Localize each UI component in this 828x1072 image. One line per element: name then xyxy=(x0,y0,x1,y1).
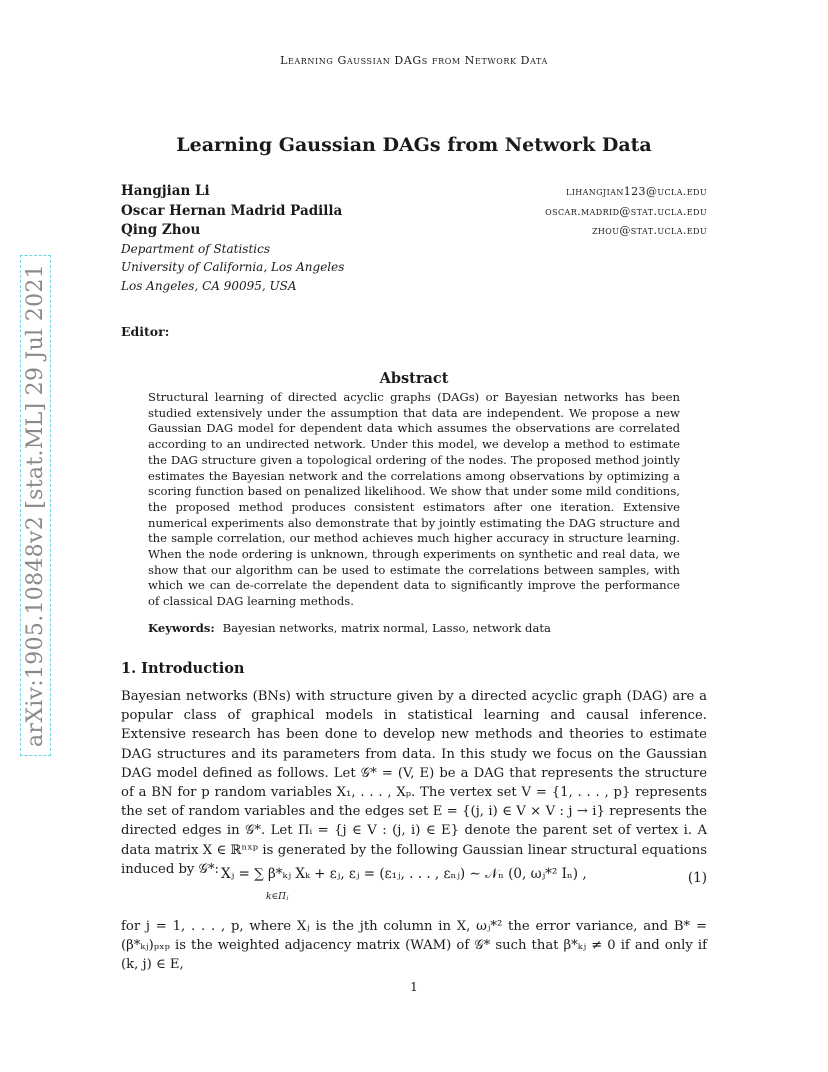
page-number: 1 xyxy=(410,980,418,994)
introduction-paragraph: Bayesian networks (BNs) with structure given by a directed acyclic graph (DAG) are a popular class of graphical models in statistical learning and causal inference. Extensive research has been done to develop new methods and theories to estimate DAG structures and its parameters from data. In this study we focus on the Gaussian DAG model defined as follows. Let 𝒢* = (V, E) be a DAG that represents the structure of a BN for p random variables X₁, . . . , Xₚ. The vertex set V = {1, . . . , p} represents the set of random variables and the edges set E = {(j, i) ∈ V × V : j → i} represents the directed edges in 𝒢*. Let Πᵢ = {j ∈ V : (j, i) ∈ E} denote the parent set of vertex i. A data matrix X ∈ ℝⁿˣᵖ is generated by the following Gaussian linear structural equations induced by 𝒢*: xyxy=(121,689,707,877)
author-name: Hangjian Li xyxy=(121,183,210,199)
equation-number: (1) xyxy=(687,870,707,886)
affiliation-address: Los Angeles, CA 90095, USA xyxy=(121,278,297,293)
arxiv-identifier-stamp xyxy=(20,265,50,745)
abstract-heading: Abstract xyxy=(379,370,449,387)
paper-title: Learning Gaussian DAGs from Network Data xyxy=(176,134,652,156)
keywords-line xyxy=(148,621,680,635)
equation-sum-subscript: k∈Πⱼ xyxy=(266,892,289,902)
affiliation-department: Department of Statistics xyxy=(121,241,270,256)
abstract-text: Structural learning of directed acyclic graphs (DAGs) or Bayesian networks has been studied extensively under the assumption that data are independent. We propose a new Gaussian DAG model for dependent data which assumes the observations are correlated according to an undirected network. Under this model, we develop a method to estimate the DAG structure given a topological ordering of the nodes. The proposed method jointly estimates the Bayesian network and the correlations among observations by optimizing a scoring function based on penalized likelihood. We show that under some mild conditions, the proposed method produces consistent estimators after one iteration. Extensive numerical experiments also demonstrate that by jointly estimating the DAG structure and the sample correlation, our method achieves much higher accuracy in structure learning. When the node ordering is unknown, through experiments on synthetic and real data, we show that our algorithm can be used to estimate the correlations between samples, with which we can de-correlate the dependent data to significantly improve the performance of classical DAG learning methods. xyxy=(148,390,680,609)
post-equation-paragraph: for j = 1, . . . , p, where Xⱼ is the jth column in X, ωⱼ*² the error variance, and B* = (β*ₖⱼ)ₚₓₚ is the weighted adjacency matrix (WAM) of 𝒢* such that β*ₖⱼ ≠ 0 if and only if (k, j) ∈ E, xyxy=(121,919,707,973)
keywords-label: Keywords: xyxy=(148,621,215,635)
author-name: Oscar Hernan Madrid Padilla xyxy=(121,202,343,219)
keywords-text: Bayesian networks, matrix normal, Lasso, network data xyxy=(222,621,551,635)
author-name: Qing Zhou xyxy=(121,222,201,238)
editor-label: Editor: xyxy=(121,324,170,339)
author-email: zhou@stat.ucla.edu xyxy=(591,224,707,237)
running-head: Learning Gaussian DAGs from Network Data xyxy=(280,54,548,67)
author-block xyxy=(121,183,707,297)
equation-1 xyxy=(121,866,707,906)
affiliation-university: University of California, Los Angeles xyxy=(121,260,345,274)
author-row xyxy=(121,183,707,203)
author-row xyxy=(121,203,707,223)
author-email: lihangjian123@ucla.edu xyxy=(565,185,707,198)
author-email: oscar.madrid@stat.ucla.edu xyxy=(545,204,707,218)
arxiv-identifier-text: arXiv:1905.10848v2 [stat.ML] 29 Jul 2021 xyxy=(20,255,51,756)
section-heading: 1. Introduction xyxy=(121,660,245,677)
author-row xyxy=(121,222,707,242)
equation-body: Xⱼ = ∑ β*ₖⱼ Xₖ + εⱼ, εⱼ = (ε₁ⱼ, . . . , εₙⱼ) ∼ 𝒩ₙ (0, ωⱼ*² Iₙ) , xyxy=(221,866,587,882)
